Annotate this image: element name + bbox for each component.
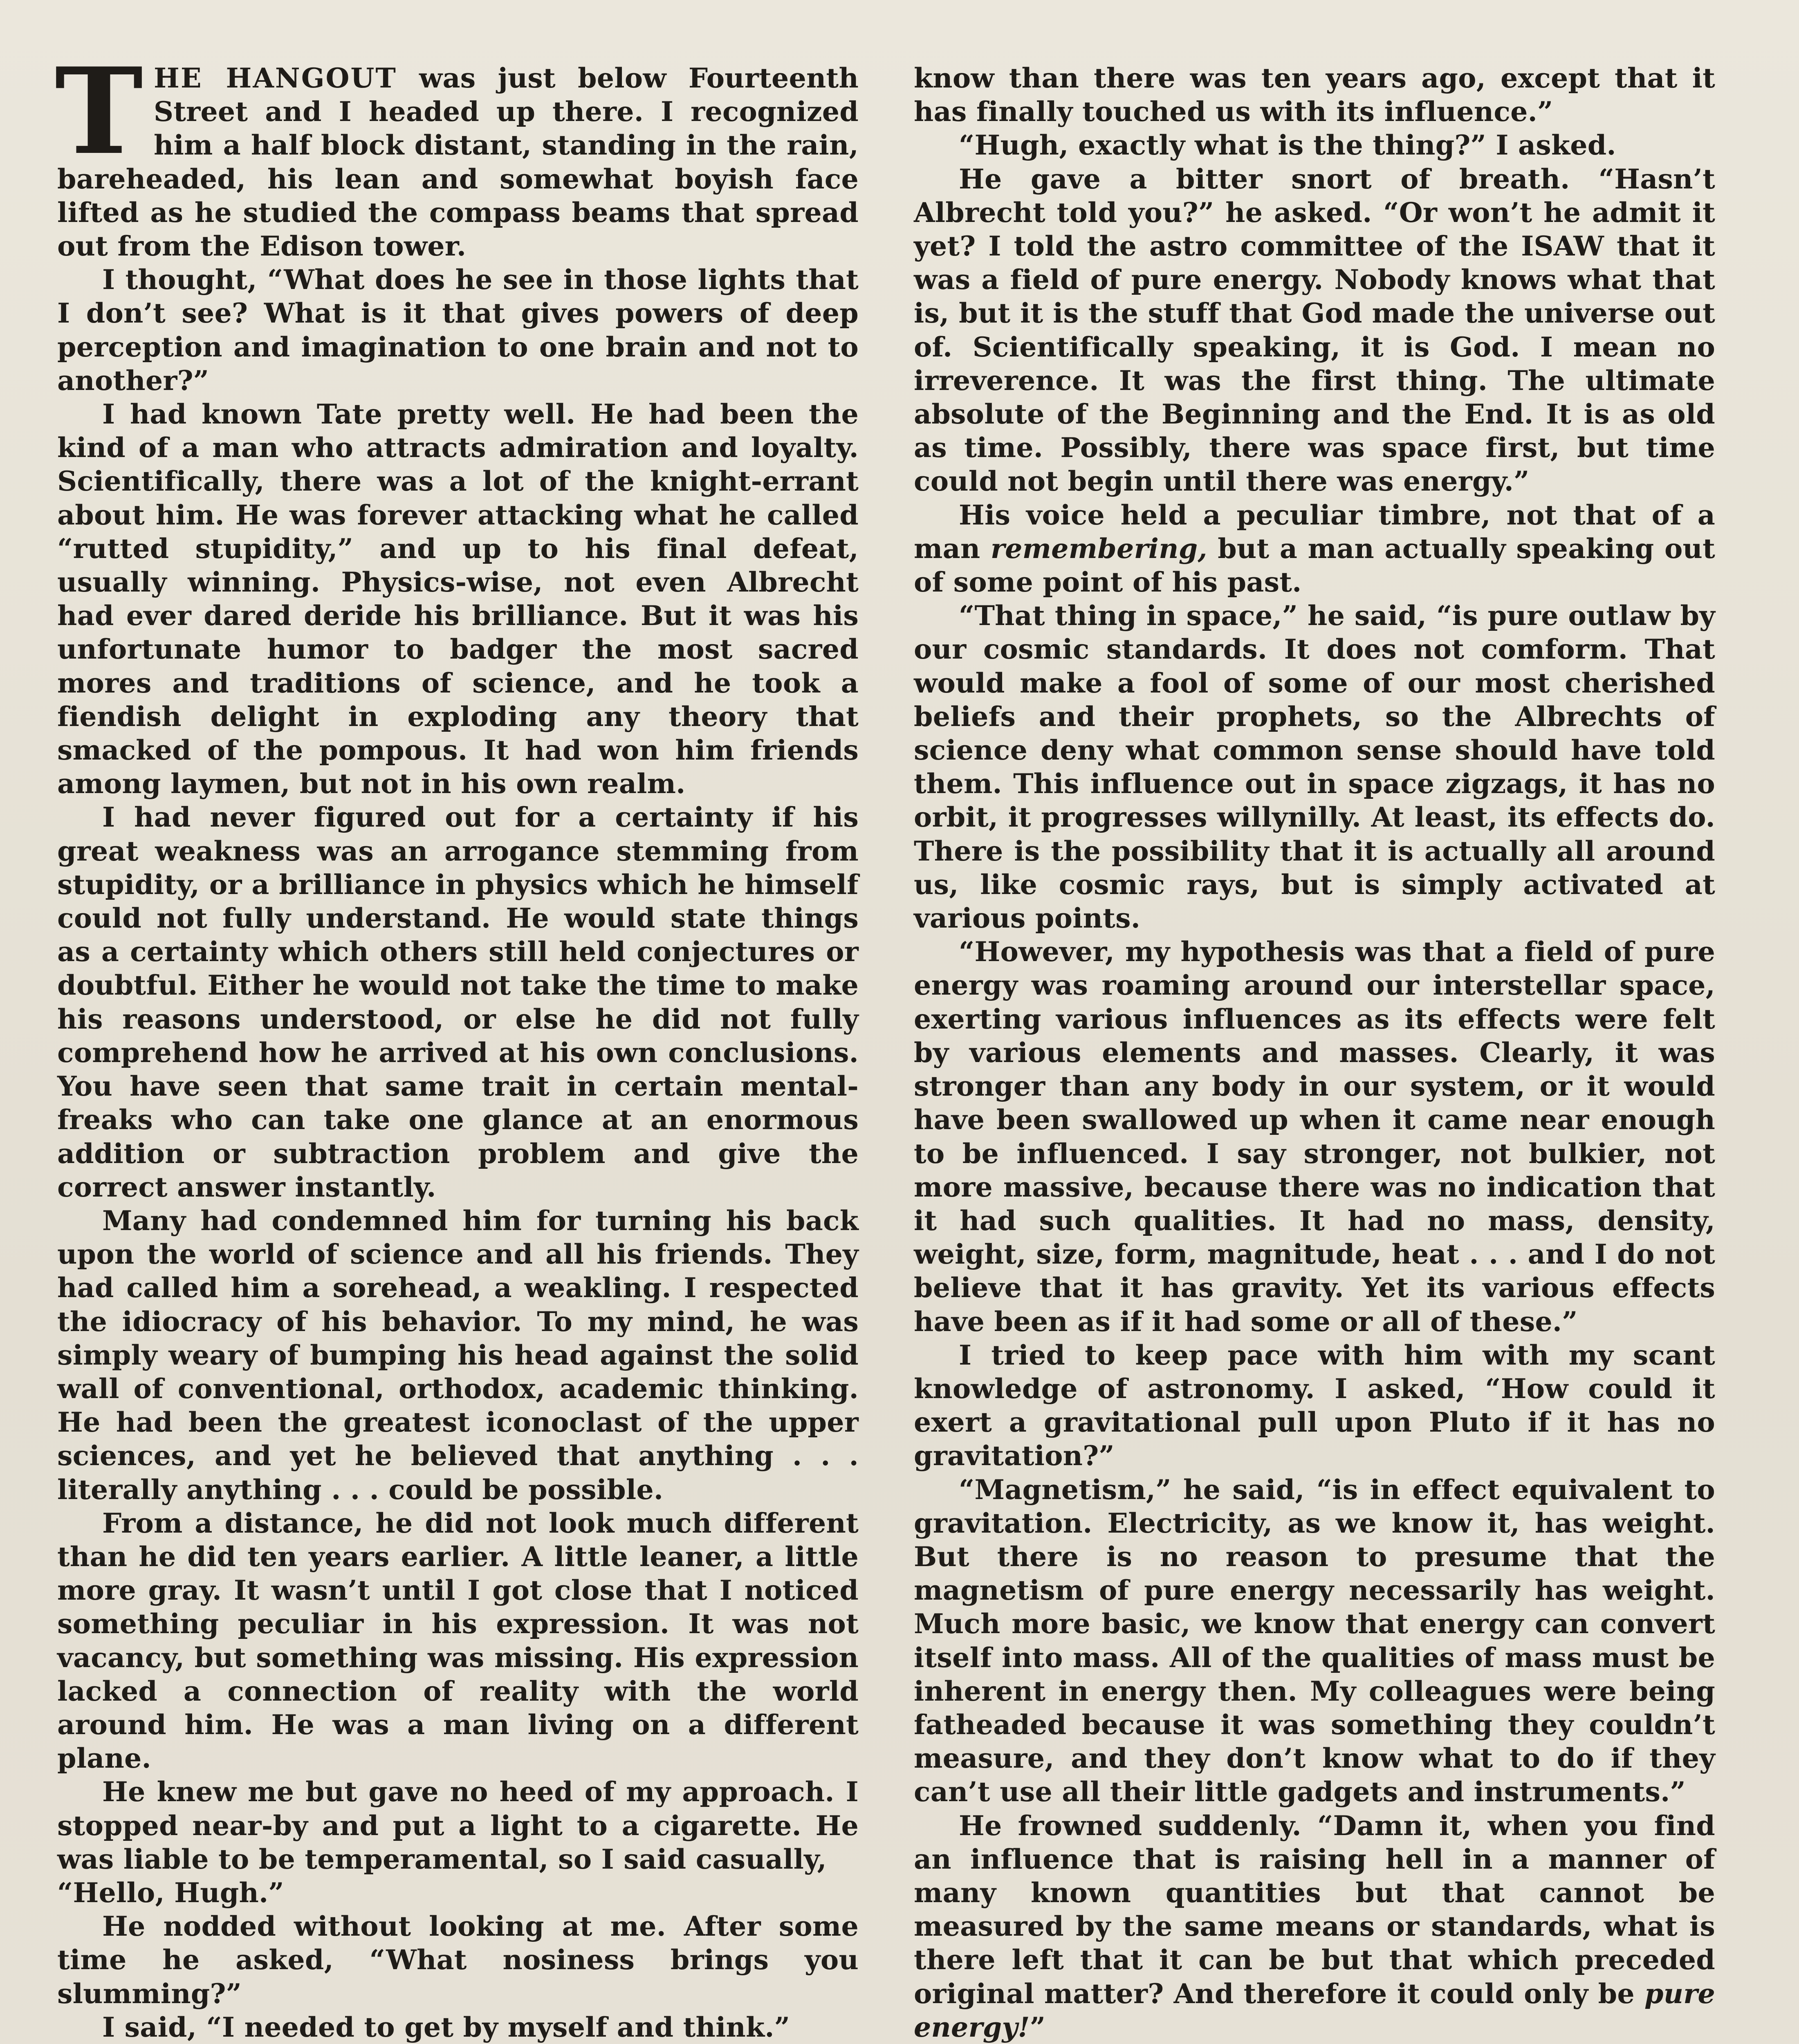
paragraph: I had never figured out for a certainty if his great weakness was an arrogance stemming from stupidity, or a brilliance in physics which he himself could not fully understand. He would state things as a certainty which others still held conjectures or doubtful. Either he would not take the time to make his reasons understood, or else he did not fully comprehend how he arrived at his own conclusions. You have seen that same trait in certain mental-freaks who can take one glance at an enormous addition or subtraction problem and give the correct answer instantly. <box>57 801 859 1203</box>
left-column <box>55 42 859 2044</box>
paragraph: “Hello, Hugh.” <box>57 1876 284 1909</box>
paragraph-text: He frowned suddenly. “Damn it, when you find an influence that is raising hell in a manner of many known quantities but that cannot be measured by the same means or standards, what is there left that it can be but that which preceded original matter? And therefore it could only be <box>914 1809 1715 2010</box>
paragraph: From a distance, he did not look much different than he did ten years earlier. A little leaner, a little more gray. It wasn’t until I got close that I noticed something peculiar in his expression. It was not vacancy, but something was missing. His expression lacked a connection of reality with the world around him. He was a man living on a different plane. <box>57 1507 859 1775</box>
paragraph: He nodded without looking at me. After some time he asked, “What nosiness brings you slumming?” <box>57 1910 859 2010</box>
right-column <box>914 61 1715 2044</box>
italic-text: remembering, <box>990 532 1207 565</box>
drop-cap: T <box>55 42 144 181</box>
paragraph: Many had condemned him for turning his back upon the world of science and all his friends. They had called him a sorehead, a weakling. I respected the idiocracy of his behavior. To my mind, he was simply weary of bumping his head against the solid wall of conventional, orthodox, academic thinking. He had been the greatest iconoclast of the upper sciences, and yet he believed that anything . . . literally anything . . . could be possible. <box>57 1204 859 1506</box>
paragraph-text: His voice held a peculiar timbre, not that of a man <box>914 499 1715 565</box>
opening-small-caps: HE HANGOUT <box>154 62 397 94</box>
paragraph: “Magnetism,” he said, “is in effect equivalent to gravitation. Electricity, as we know it, has weight. But there is no reason to presume that the magnetism of pure energy necessarily has weight. Much more basic, we know that energy can convert itself into mass. All of the qualities of mass must be inherent in energy then. My colleagues were being fatheaded because it was something they couldn’t measure, and they don’t know what to do if they can’t use all their little gadgets and instruments.” <box>914 1473 1715 1808</box>
paragraph <box>914 1809 1715 2044</box>
opening-text: was just below Fourteenth Street and I headed up there. I recognized him a half block distant, standing in the rain, bareheaded, his lean and somewhat boyish face lifted as he studied the compass beams that spread out from the Edison tower. <box>57 62 859 262</box>
opening-paragraph <box>55 42 859 263</box>
paragraph: I thought, “What does he see in those lights that I don’t see? What is it that gives powers of deep perception and imagination to one brain and not to another?” <box>57 264 859 397</box>
paragraph: I said, “I needed to get by myself and think.” <box>102 2011 790 2043</box>
paragraph: “That thing in space,” he said, “is pure outlaw by our cosmic standards. It does not comform. That would make a fool of some of our most cherished beliefs and their prophets, so the Albrechts of science deny what common sense should have told them. This influence out in space zigzags, it has no orbit, it progresses willynilly. At least, its effects do. There is the possibility that it is actually all around us, like cosmic rays, but is simply activated at various points. <box>914 600 1715 935</box>
paragraph: “However, my hypothesis was that a field of pure energy was roaming around our interstellar space, exerting various influences as its effects were felt by various elements and masses. Clearly, it was stronger than any body in our system, or it would have been swallowed up when it came near enough to be influenced. I say stronger, not bulkier, not more massive, because there was no indication that it had such qualities. It had no mass, density, weight, size, form, magnitude, heat . . . and I do not believe that it has gravity. Yet its various effects have been as if it had some or all of these.” <box>914 936 1715 1338</box>
paragraph: “Hugh, exactly what is the thing?” I asked. <box>959 129 1616 161</box>
paragraph: I had known Tate pretty well. He had been the kind of a man who attracts admiration and loyalty. Scientifically, there was a lot of the knight-errant about him. He was forever attacking what he called “rutted stupidity,” and up to his final defeat, usually winning. Physics-wise, not even Albrecht had ever dared deride his brilliance. But it was his unfortunate humor to badger the most sacred mores and traditions of science, and he took a fiendish delight in exploding any theory that smacked of the pompous. It had won him friends among laymen, but not in his own realm. <box>57 398 859 800</box>
paragraph: know than there was ten years ago, except that it has finally touched us with its influence.” <box>914 62 1715 128</box>
paragraph: He gave a bitter snort of breath. “Hasn’t Albrecht told you?” he asked. “Or won’t he admit it yet? I told the astro committee of the ISAW that it was a field of pure energy. Nobody knows what that is, but it is the stuff that God made the universe out of. Scientifically speaking, it is God. I mean no irreverence. It was the first thing. The ultimate absolute of the Beginning and the End. It is as old as time. Possibly, there was space first, but time could not begin until there was energy.” <box>914 163 1715 498</box>
paragraph-text: but a man actually speaking out of some point of his past. <box>914 532 1715 598</box>
paragraph <box>914 498 1715 599</box>
italic-text: pure energy! <box>914 1977 1715 2043</box>
paragraph: I tried to keep pace with him with my scant knowledge of astronomy. I asked, “How could it exert a gravitational pull upon Pluto if it has no gravitation?” <box>914 1339 1715 1472</box>
paragraph-text: ” <box>1030 2011 1046 2043</box>
paragraph: He knew me but gave no heed of my approach. I stopped near-by and put a light to a cigarette. He was liable to be temperamental, so I said casually, <box>57 1776 859 1875</box>
